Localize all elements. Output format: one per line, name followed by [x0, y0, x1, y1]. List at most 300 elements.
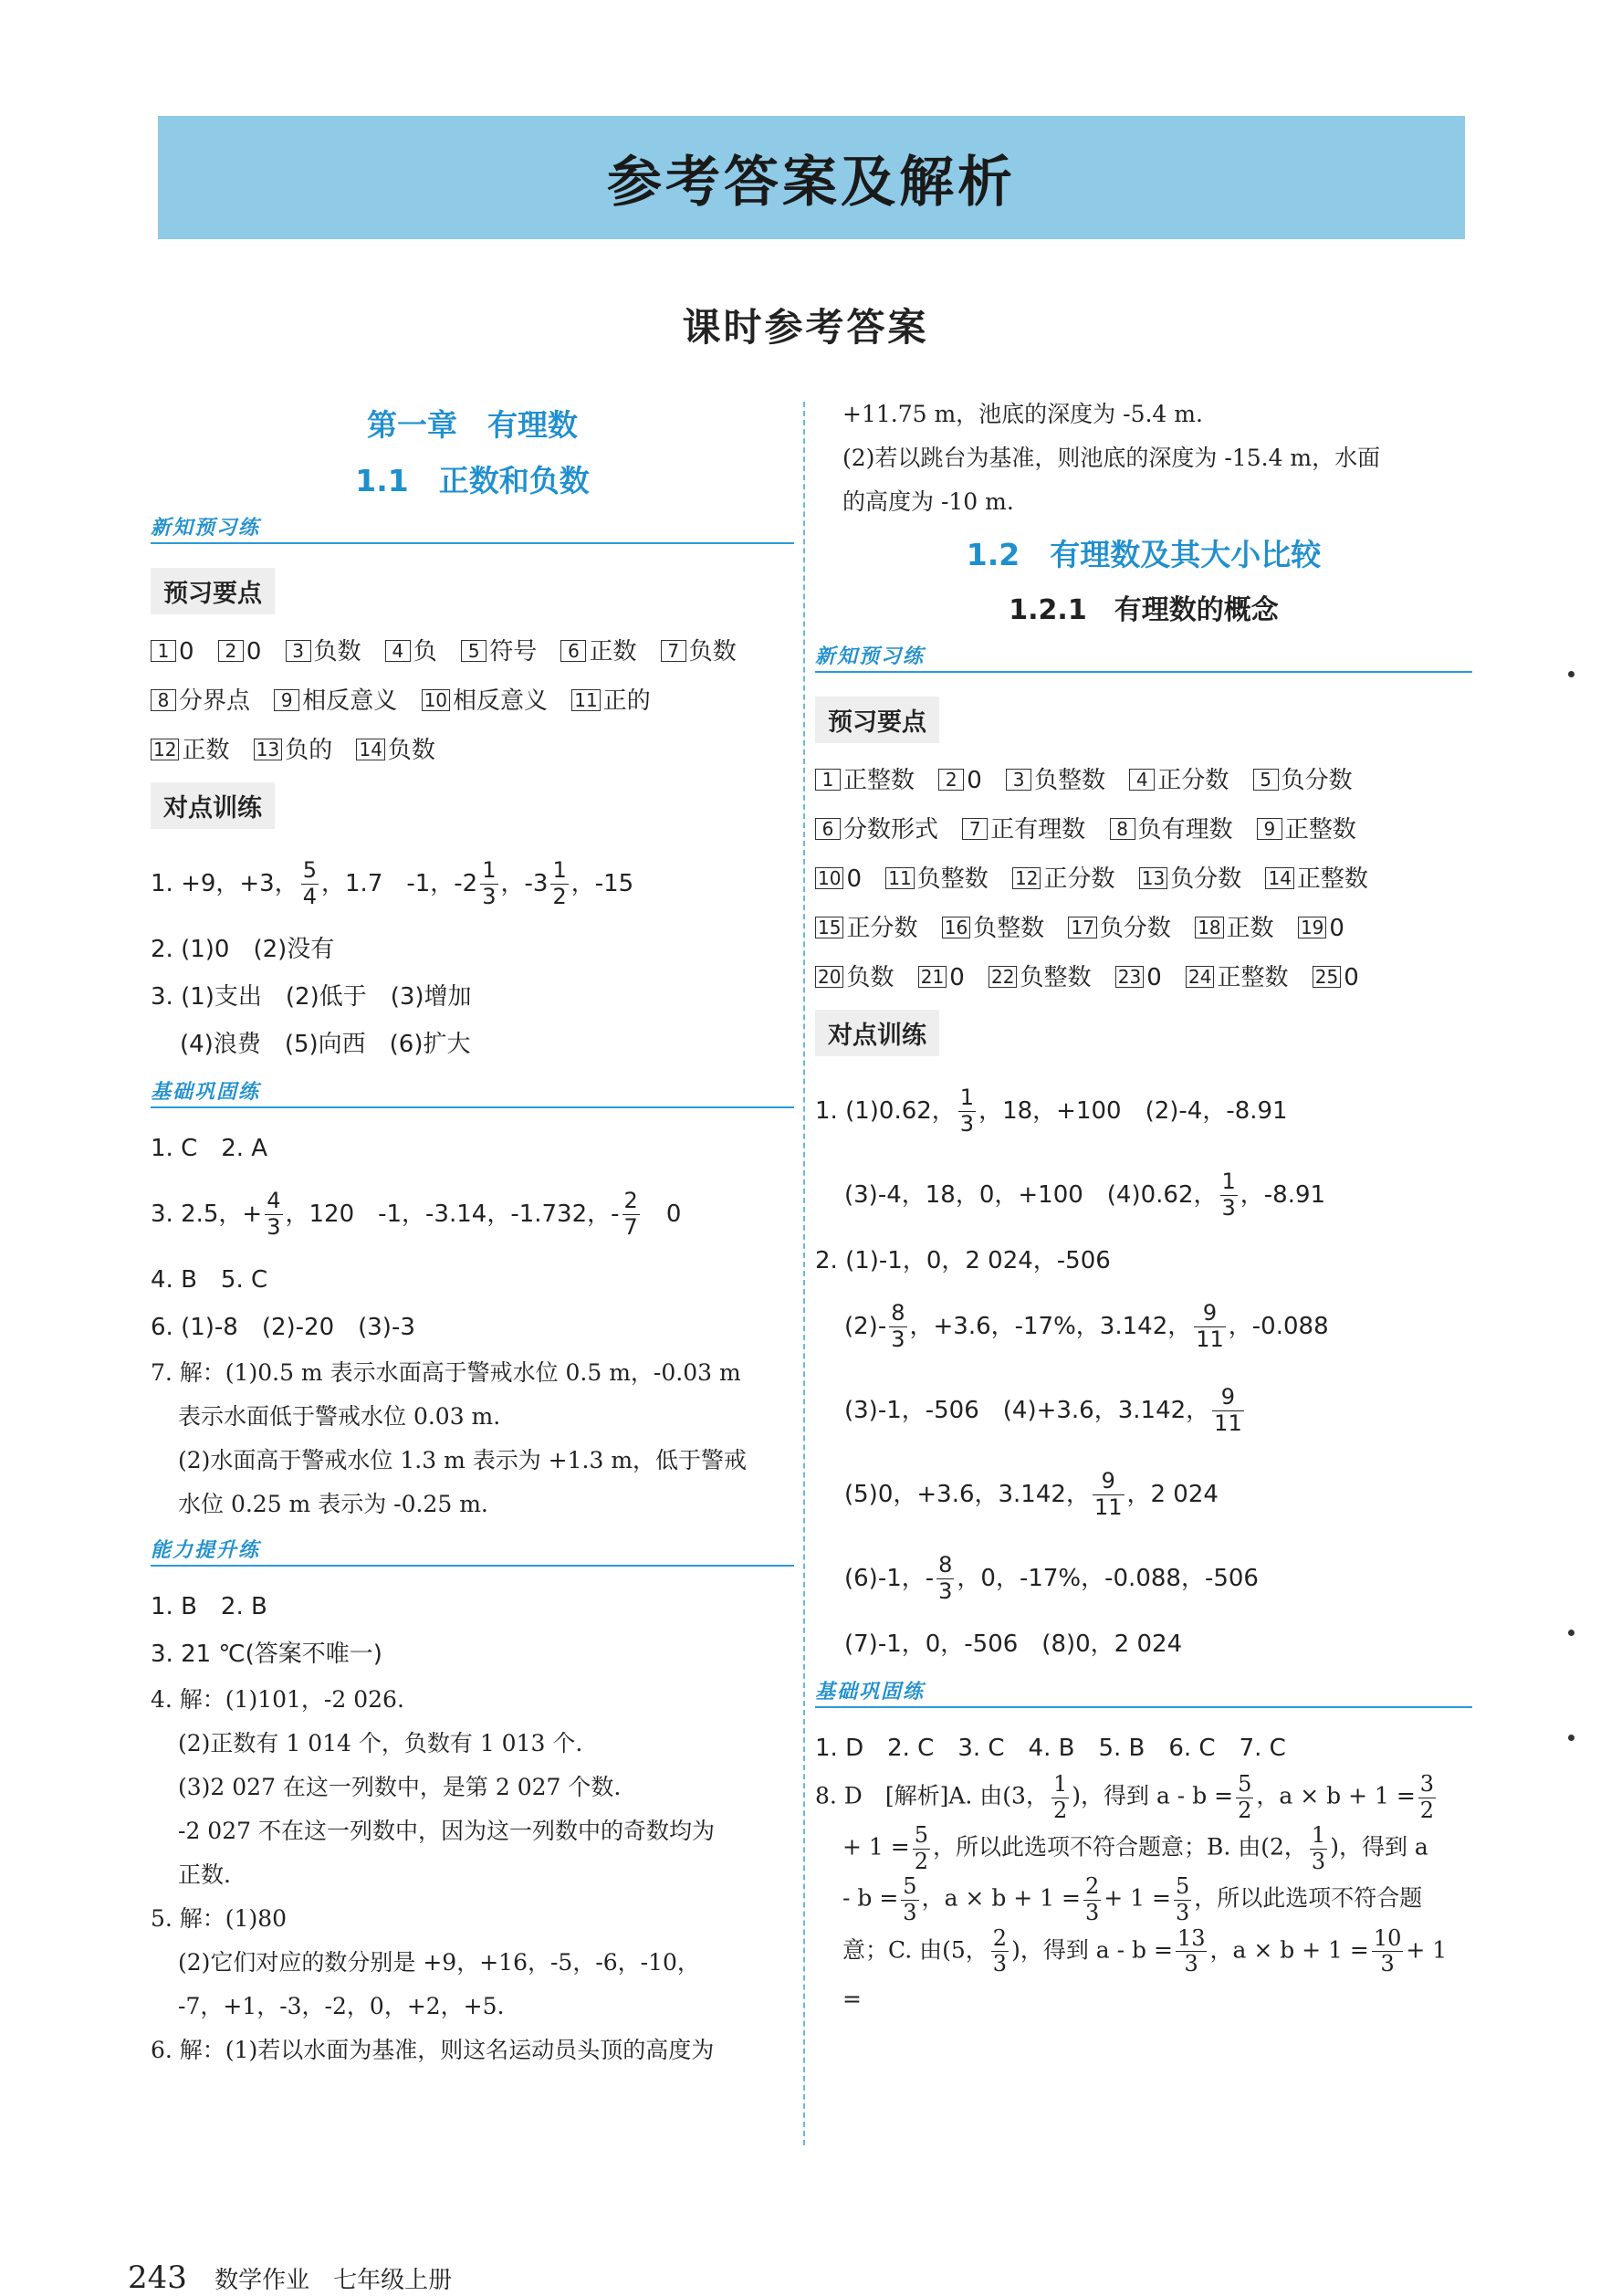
item-number: 5 [461, 640, 486, 662]
answer-item [918, 953, 965, 1002]
item-number: 9 [1257, 818, 1282, 840]
preview-row [815, 854, 1472, 904]
fraction [480, 858, 497, 909]
tag-preview [815, 642, 1472, 673]
denominator: 4 [302, 884, 318, 909]
answer-line [815, 1284, 1472, 1368]
item-number: 13 [1139, 867, 1167, 889]
answer-item [1195, 904, 1273, 953]
answer-line [151, 842, 794, 926]
answer-line: 水位 0.25 m 表示为 -0.25 m. [178, 1491, 488, 1517]
answer-item [815, 953, 894, 1002]
item-text: 负数 [313, 638, 361, 666]
answer-line: -2 027 不在这一列数中，因为这一列数中的奇数均为 [178, 1818, 715, 1844]
title-banner [158, 116, 1465, 239]
text-run: ，a × b + 1 = [1256, 1782, 1416, 1809]
item-number: 13 [254, 739, 282, 760]
answer-line: (7)-1，0，-506 (8)0，2 024 [844, 1630, 1183, 1658]
answer-line [815, 1926, 1472, 2021]
margin-dot [1568, 1735, 1574, 1741]
answer-line [815, 1153, 1472, 1237]
item-number: 25 [1313, 966, 1341, 988]
answer-line: 2. (1)-1，0，2 024，-506 [815, 1247, 1111, 1274]
answer-line: (2)若以跳台为基准，则池底的深度为 -15.4 m，水面 [842, 445, 1381, 471]
text-run: (3)-1，-506 (4)+3.6，3.142， [844, 1397, 1210, 1424]
item-number: 7 [962, 818, 988, 840]
text-run: ，-15 [570, 870, 634, 897]
answer-line [815, 1368, 1472, 1452]
answer-line: -7，+1，-3，-2，0，+2，+5. [178, 1993, 505, 2019]
answer-item [938, 756, 982, 805]
numerator: 3 [1419, 1771, 1435, 1797]
answer-line: 2. (1)0 (2)没有 [151, 936, 335, 963]
preview-row [151, 676, 794, 726]
item-number: 2 [218, 640, 244, 662]
fraction [936, 1553, 954, 1604]
item-number: 3 [1006, 769, 1031, 791]
item-text: 负 [413, 638, 437, 666]
answer-item [1006, 756, 1105, 805]
text-run: 意；C. 由(5， [842, 1936, 989, 1964]
item-number: 6 [560, 640, 586, 662]
item-text: 负整数 [916, 865, 989, 893]
answer-line [815, 1069, 1472, 1153]
answer-item [1186, 953, 1288, 1002]
answer-item [989, 953, 1091, 1002]
item-number: 12 [1012, 867, 1041, 889]
answer-line: (2)它们对应的数分别是 +9，+16，-5，-6，-10， [178, 1949, 700, 1976]
answer-line: 7. 解：(1)0.5 m 表示水面高于警戒水位 0.5 m，-0.03 m [151, 1359, 741, 1386]
right-column [815, 393, 1472, 2021]
numerator: 9 [1093, 1469, 1125, 1495]
section-heading: 1.2 有理数及其大小比较 [966, 537, 1322, 572]
fraction [913, 1823, 930, 1874]
item-text: 正数 [1226, 915, 1274, 942]
answer-item [1139, 854, 1241, 904]
answer-item [1129, 756, 1229, 805]
item-text: 0 [949, 964, 965, 991]
answer-item [356, 726, 434, 775]
numerator: 5 [903, 1873, 917, 1900]
denominator: 2 [1052, 1797, 1068, 1823]
item-number: 1 [151, 640, 176, 662]
item-number: 19 [1298, 917, 1326, 938]
item-text: 正整数 [1296, 865, 1368, 893]
item-number: 2 [938, 769, 964, 791]
margin-dot [1568, 1630, 1574, 1636]
item-number: 15 [815, 917, 843, 938]
numerator: 2 [992, 1924, 1008, 1951]
text-run: ，120 -1，-3.14，-1.732，- [285, 1200, 620, 1228]
drill-label: 对点训练 [815, 1010, 939, 1056]
chapter-heading: 第一章 有理数 [367, 407, 578, 443]
answer-line [815, 1452, 1472, 1536]
item-number: 4 [385, 640, 411, 662]
item-number: 14 [356, 739, 384, 760]
text-run: 3. 2.5，+ [151, 1200, 263, 1228]
text-run: ，所以此选项不符合题 [1194, 1884, 1423, 1912]
answer-item [942, 904, 1044, 953]
numerator: 10 [1373, 1924, 1402, 1951]
item-number: 8 [1110, 818, 1135, 840]
text-run: ，-3 [500, 870, 549, 897]
text-run: + 1 = [842, 1833, 910, 1861]
item-number: 18 [1195, 917, 1223, 938]
fraction [1418, 1772, 1436, 1823]
item-number: 1 [815, 769, 841, 791]
item-number: 11 [885, 867, 914, 889]
item-text: 0 [1329, 915, 1344, 942]
numerator: 5 [914, 1822, 928, 1849]
item-text: 正分数 [1043, 865, 1115, 893]
answer-line: 3. (1)支出 (2)低于 (3)增加 [151, 983, 472, 1011]
left-column [151, 393, 794, 2072]
tag-label: 新知预习练 [151, 517, 261, 540]
answer-line: (4)浪费 (5)向西 (6)扩大 [180, 1031, 471, 1058]
item-number: 20 [815, 966, 843, 988]
answer-item [661, 627, 737, 676]
answer-item [254, 726, 332, 775]
answer-line: +11.75 m，池底的深度为 -5.4 m. [842, 401, 1203, 427]
item-number: 3 [286, 640, 311, 662]
tag-rule [151, 542, 794, 544]
fraction [889, 1301, 906, 1352]
item-text: 正整数 [843, 767, 915, 794]
item-number: 23 [1115, 966, 1144, 988]
page-number: 243 [128, 2259, 187, 2296]
text-run: )，得到 a - b = [1011, 1936, 1173, 1964]
fraction [991, 1926, 1009, 1977]
item-text: 负整数 [1020, 964, 1092, 991]
item-text: 正有理数 [990, 816, 1086, 844]
answer-item [1115, 953, 1162, 1002]
tag-basic [151, 1077, 794, 1108]
tag-rule [815, 1706, 1472, 1708]
denominator: 3 [938, 1578, 953, 1604]
item-text: 负数 [688, 638, 737, 666]
item-text: 负有理数 [1137, 816, 1233, 844]
numerator: 8 [891, 1300, 905, 1326]
answer-item [461, 627, 537, 676]
denominator: 3 [959, 1111, 975, 1137]
text-run: 8. D [解析]A. 由(3， [815, 1782, 1049, 1809]
fraction [550, 858, 568, 909]
item-text: 0 [846, 865, 862, 893]
answer-line [815, 1536, 1472, 1620]
item-number: 10 [815, 867, 843, 889]
tag-preview [151, 513, 794, 544]
answer-item [815, 756, 915, 805]
text-run: (6)-1，- [844, 1565, 935, 1592]
numerator: 13 [1177, 1924, 1206, 1951]
denominator: 3 [903, 1899, 917, 1925]
item-text: 相反意义 [453, 687, 549, 715]
item-text: 正分数 [1157, 767, 1229, 794]
numerator: 9 [1212, 1385, 1244, 1411]
item-text: 分数形式 [843, 816, 939, 844]
text-run: ，a × b + 1 = [1209, 1936, 1369, 1964]
item-text: 负的 [285, 737, 333, 764]
denominator: 3 [1184, 1951, 1198, 1977]
numerator: 5 [1238, 1771, 1252, 1797]
tag-label: 基础巩固练 [815, 1681, 926, 1704]
item-text: 0 [1146, 964, 1162, 991]
numerator: 1 [1311, 1822, 1326, 1849]
item-text: 0 [967, 767, 982, 794]
text-run: ，a × b + 1 = [921, 1884, 1081, 1912]
item-number: 21 [918, 966, 947, 988]
tag-rule [815, 671, 1472, 673]
denominator: 11 [1214, 1410, 1242, 1436]
left-preview-items [151, 627, 794, 775]
drill-label: 对点训练 [151, 782, 275, 829]
text-run: + 1 = [1104, 1884, 1171, 1912]
answer-line: 4. B 5. C [151, 1266, 268, 1294]
column-divider [803, 402, 805, 2145]
denominator: 2 [1238, 1797, 1252, 1823]
text-run: ，所以此选项不符合题意；B. 由(2， [932, 1833, 1307, 1861]
answer-line: 5. 解：(1)80 [151, 1905, 288, 1932]
answer-item [385, 627, 437, 676]
item-text: 负数 [387, 737, 435, 764]
answer-line: 表示水面低于警戒水位 0.03 m. [178, 1403, 501, 1430]
answer-item [274, 676, 397, 726]
fraction [1083, 1874, 1101, 1925]
answer-line [151, 1172, 794, 1256]
denominator: 7 [623, 1214, 638, 1240]
text-run: ，2 024 [1126, 1481, 1219, 1508]
fraction [1212, 1385, 1244, 1436]
numerator: 2 [623, 1188, 638, 1214]
denominator: 3 [1221, 1195, 1236, 1221]
item-number: 17 [1068, 917, 1096, 938]
item-number: 24 [1186, 966, 1214, 988]
denominator: 2 [914, 1848, 928, 1874]
tag-rule [151, 1106, 794, 1108]
tag-label: 能力提升练 [151, 1539, 261, 1562]
preview-row [815, 805, 1472, 854]
fraction [1174, 1874, 1191, 1925]
fraction [1220, 1169, 1238, 1221]
item-number: 11 [571, 689, 600, 711]
right-preview-items [815, 756, 1472, 1002]
text-run: 1. +9，+3， [151, 870, 298, 897]
answer-item [151, 627, 194, 676]
item-number: 7 [661, 640, 686, 662]
fraction [1310, 1823, 1327, 1874]
fraction [958, 1085, 976, 1137]
answer-line: 的高度为 -10 m. [842, 488, 1014, 515]
answer-item [1298, 904, 1344, 953]
fraction [301, 858, 319, 909]
item-text: 正数 [589, 638, 637, 666]
fraction [265, 1189, 282, 1240]
answer-item [1012, 854, 1114, 904]
numerator: 1 [1221, 1169, 1236, 1195]
answer-line: 6. (1)-8 (2)-20 (3)-3 [151, 1314, 415, 1341]
text-run: (2)- [844, 1313, 887, 1340]
answer-item [218, 627, 262, 676]
item-text: 负整数 [973, 915, 1045, 942]
item-number: 14 [1265, 867, 1293, 889]
answer-item [1257, 805, 1356, 854]
answer-item [571, 676, 650, 726]
answer-line: 正数. [178, 1861, 231, 1888]
denominator: 2 [552, 884, 567, 909]
answer-item [1313, 953, 1359, 1002]
item-text: 0 [1344, 964, 1359, 991]
answer-line [815, 1874, 1472, 1925]
page-footer [128, 2259, 452, 2296]
item-text: 符号 [489, 638, 538, 666]
preview-label: 预习要点 [815, 697, 939, 743]
subsection-heading: 1.2.1 有理数的概念 [1009, 594, 1279, 626]
preview-row [151, 726, 794, 775]
answer-item [815, 904, 917, 953]
answer-line [815, 1772, 1472, 1823]
item-text: 负数 [846, 964, 894, 991]
item-text: 负整数 [1034, 767, 1106, 794]
page-title: 参考答案及解析 [607, 150, 1016, 215]
item-text: 正整数 [1217, 964, 1289, 991]
numerator: 5 [302, 857, 318, 884]
denominator: 2 [1419, 1797, 1435, 1823]
numerator: 8 [938, 1552, 953, 1578]
tag-rule [151, 1565, 794, 1567]
fraction [1194, 1301, 1226, 1352]
numerator: 5 [1175, 1873, 1190, 1900]
fraction [622, 1189, 640, 1240]
preview-row [151, 627, 794, 676]
item-number: 4 [1129, 769, 1155, 791]
denominator: 3 [1175, 1899, 1190, 1925]
answer-line: (3)2 027 在这一列数中，是第 2 027 个数. [178, 1774, 622, 1800]
answer-line: (2)水面高于警戒水位 1.3 m 表示为 +1.3 m，低于警戒 [178, 1447, 748, 1473]
denominator: 3 [992, 1951, 1008, 1977]
denominator: 3 [1084, 1899, 1100, 1925]
item-text: 相反意义 [302, 687, 398, 715]
text-run: ，+3.6，-17%，3.142， [909, 1313, 1192, 1340]
text-run: )，得到 a [1330, 1833, 1428, 1861]
section-heading: 1.1 正数和负数 [355, 463, 590, 498]
text-run: ，1.7 -1，-2 [321, 870, 478, 897]
text-run: - b = [842, 1884, 899, 1912]
answer-line: (2)正数有 1 014 个，负数有 1 013 个. [178, 1730, 583, 1756]
item-text: 正分数 [846, 915, 918, 942]
preview-row [815, 756, 1472, 805]
fraction [1176, 1926, 1208, 1977]
fraction [1051, 1772, 1069, 1823]
answer-item [422, 676, 548, 726]
answer-line: 1. C 2. A [151, 1135, 268, 1162]
preview-label: 预习要点 [151, 568, 275, 614]
answer-item [151, 676, 250, 726]
denominator: 3 [1380, 1951, 1395, 1977]
tag-label: 新知预习练 [815, 645, 926, 668]
answer-item [1068, 904, 1170, 953]
answer-item [962, 805, 1085, 854]
text-run: ，-8.91 [1240, 1181, 1326, 1209]
answer-item [151, 726, 229, 775]
denominator: 3 [1311, 1848, 1326, 1874]
item-number: 6 [815, 818, 841, 840]
denominator: 11 [1093, 1494, 1123, 1520]
fraction [1093, 1469, 1125, 1520]
answer-item [1110, 805, 1233, 854]
text-run: + 1 = [842, 1936, 1448, 2012]
answer-item [815, 805, 938, 854]
tag-label: 基础巩固练 [151, 1081, 261, 1104]
fraction [1236, 1772, 1253, 1823]
text-run: )，得到 a - b = [1072, 1782, 1234, 1809]
answer-line [815, 1823, 1472, 1874]
item-number: 22 [989, 966, 1017, 988]
item-text: 正整数 [1284, 816, 1356, 844]
item-text: 分界点 [179, 687, 251, 715]
answer-line: 6. 解：(1)若以水面为基准，则这名运动员头顶的高度为 [151, 2037, 715, 2063]
item-number: 10 [422, 689, 450, 711]
denominator: 3 [267, 1214, 281, 1240]
answer-item [560, 627, 636, 676]
fraction [901, 1874, 918, 1925]
answer-line: 4. 解：(1)101，-2 026. [151, 1686, 404, 1713]
numerator: 9 [1194, 1301, 1226, 1327]
item-text: 负分数 [1170, 865, 1242, 893]
answer-line: 1. D 2. C 3. C 4. B 5. B 6. C 7. C [815, 1735, 1286, 1762]
item-text: 负分数 [1099, 915, 1171, 942]
denominator: 3 [891, 1326, 905, 1352]
numerator: 1 [959, 1085, 975, 1111]
text-run: 1. (1)0.62， [815, 1097, 956, 1125]
text-run: ，-0.088 [1228, 1313, 1329, 1340]
answer-item [885, 854, 988, 904]
section-subtitle: 课时参考答案 [682, 305, 929, 350]
item-text: 正数 [182, 737, 230, 764]
item-number: 8 [151, 689, 176, 711]
margin-dot [1568, 671, 1574, 677]
answer-item [1265, 854, 1367, 904]
book-title: 数学作业 七年级上册 [214, 2267, 453, 2294]
numerator: 4 [267, 1188, 281, 1214]
item-number: 5 [1253, 769, 1279, 791]
text-run: ，18，+100 (2)-4，-8.91 [978, 1097, 1288, 1125]
denominator: 11 [1196, 1326, 1224, 1352]
numerator: 1 [552, 857, 567, 884]
tag-ability [151, 1536, 794, 1567]
tag-basic [815, 1677, 1472, 1708]
item-text: 0 [179, 638, 194, 666]
numerator: 1 [482, 857, 497, 884]
item-number: 9 [274, 689, 299, 711]
item-text: 正的 [602, 687, 651, 715]
preview-row [815, 904, 1472, 953]
item-number: 12 [151, 739, 179, 760]
answer-item [1253, 756, 1353, 805]
answer-item [815, 854, 862, 904]
text-run: (5)0，+3.6，3.142， [844, 1481, 1090, 1508]
item-text: 负分数 [1281, 767, 1353, 794]
numerator: 2 [1084, 1873, 1100, 1900]
text-run: ，0，-17%，-0.088，-506 [957, 1565, 1259, 1592]
text-run: 0 [642, 1200, 682, 1228]
denominator: 3 [482, 884, 497, 909]
text-run: (3)-4，18，0，+100 (4)0.62， [844, 1181, 1218, 1209]
item-text: 0 [246, 638, 262, 666]
item-number: 16 [942, 917, 970, 938]
preview-row [815, 953, 1472, 1002]
answer-line: 3. 21 ℃(答案不唯一) [151, 1641, 382, 1668]
numerator: 1 [1052, 1771, 1068, 1797]
